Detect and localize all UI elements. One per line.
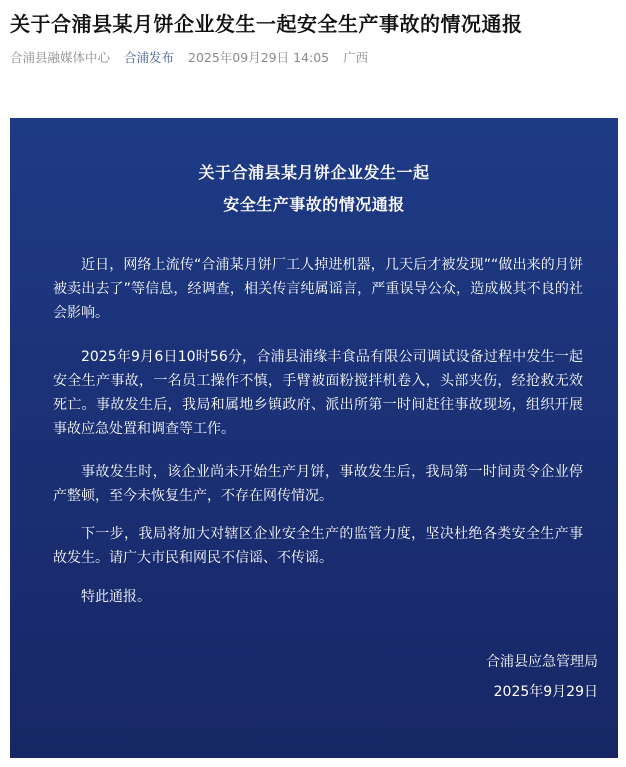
article-meta bbox=[10, 48, 378, 66]
notice-title-line1: 关于合浦县某月饼企业发生一起 bbox=[198, 163, 430, 182]
publisher-link[interactable]: 合浦发布 bbox=[124, 50, 175, 65]
article-title: 关于合浦县某月饼企业发生一起安全生产事故的情况通报 bbox=[10, 12, 523, 36]
notice-title-line2: 安全生产事故的情况通报 bbox=[223, 195, 405, 214]
notice-paragraph: 近日，网络上流传“合浦某月饼厂工人掉进机器，几天后才被发现”“做出来的月饼被卖出去了”等信息，经调查，相关传言纯属谣言，严重误导公众，造成极其不良的社会影响。 bbox=[53, 257, 583, 321]
notice-paragraph: 特此通报。 bbox=[81, 589, 151, 605]
notice-image bbox=[10, 118, 618, 758]
notice-paragraph: 2025年9月6日10时56分，合浦县浦缘丰食品有限公司调试设备过程中发生一起安全生产事故，一名员工操作不慎，手臂被面粉搅拌机卷入，头部夹伤，经抢救无效死亡。事故发生后，我局和属地乡镇政府、派出所第一时间赶往事故现场，组织开展事故应急处置和调查等工作。 bbox=[53, 349, 583, 437]
article-source: 合浦县融媒体中心 bbox=[10, 50, 111, 65]
signature-organization: 合浦县应急管理局 bbox=[486, 654, 598, 670]
notice-paragraph: 事故发生时，该企业尚未开始生产月饼，事故发生后，我局第一时间责令企业停产整顿，至今未恢复生产，不存在网传情况。 bbox=[53, 464, 583, 504]
publish-location: 广西 bbox=[343, 50, 369, 65]
signature-date: 2025年9月29日 bbox=[493, 684, 598, 700]
notice-paragraph: 下一步，我局将加大对辖区企业安全生产的监管力度，坚决杜绝各类安全生产事故发生。请广大市民和网民不信谣、不传谣。 bbox=[53, 526, 583, 566]
publish-datetime: 2025年09月29日 14:05 bbox=[188, 50, 330, 65]
